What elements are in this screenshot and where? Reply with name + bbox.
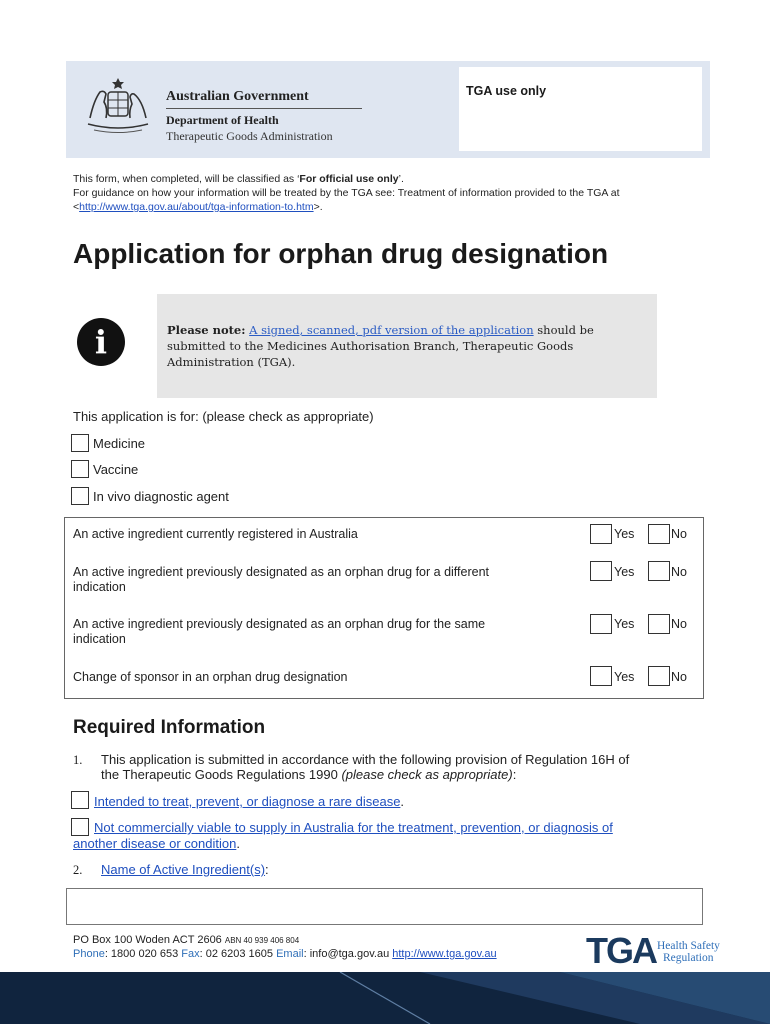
- period: .: [236, 836, 240, 851]
- question-text: Change of sponsor in an orphan drug designation: [73, 670, 348, 684]
- footer-decoration: [0, 972, 770, 1024]
- item-number: 1.: [73, 753, 83, 767]
- item2-label: [101, 862, 269, 877]
- no-label: No: [671, 527, 687, 541]
- abn: ABN 40 939 406 804: [224, 936, 300, 945]
- item1-line1: This application is submitted in accordance with the following provision of Regulation 16H of: [101, 752, 630, 767]
- yes-label: Yes: [614, 617, 635, 631]
- item1-text: [101, 752, 701, 782]
- phone-number: : 1800 020 653: [104, 948, 182, 960]
- notice-text: This form, when completed, will be classified as ‘: [73, 173, 300, 185]
- info-icon: i: [77, 318, 125, 366]
- yes-label: Yes: [614, 565, 635, 579]
- guidance-notice: For guidance on how your information will be treated by the TGA see: Treatment of information provided to the TGA at: [73, 187, 620, 199]
- active-ingredient-link[interactable]: Name of Active Ingredient(s): [101, 862, 266, 877]
- guidance-link-line: [73, 200, 323, 214]
- no-label: No: [671, 617, 687, 631]
- q3-yes-checkbox[interactable]: [590, 614, 612, 634]
- colon: :: [265, 862, 269, 877]
- question-text: indication: [73, 632, 126, 646]
- period: .: [400, 794, 405, 809]
- email-label: Email: [276, 948, 304, 960]
- medicine-checkbox[interactable]: [71, 434, 89, 452]
- colon: :: [512, 767, 517, 782]
- rare-disease-option: [94, 794, 404, 809]
- postal-address: PO Box 100 Woden ACT 2606: [73, 934, 222, 946]
- guidance-link[interactable]: http://www.tga.gov.au/about/tga-information-to.htm: [79, 201, 314, 213]
- tagline-line1: Health Safety: [657, 940, 720, 952]
- q4-no-checkbox[interactable]: [648, 666, 670, 686]
- page-title: Application for orphan drug designation: [73, 238, 609, 269]
- tagline-line2: Regulation: [663, 952, 714, 964]
- question-2: [73, 565, 563, 595]
- info-line1: should be: [533, 323, 594, 337]
- q1-no-checkbox[interactable]: [648, 524, 670, 544]
- question-text: indication: [73, 580, 126, 594]
- question-text: An active ingredient currently registered in Australia: [73, 527, 358, 541]
- question-1: [73, 527, 563, 542]
- item1-instruction: (please check as appropriate): [341, 767, 513, 782]
- phone-label: Phone: [73, 948, 105, 960]
- question-4: [73, 670, 563, 685]
- email-address: : info@tga.gov.au: [303, 948, 393, 960]
- item-number: 2.: [73, 863, 83, 877]
- info-link[interactable]: A signed, scanned, pdf version of the application: [249, 323, 534, 337]
- section-heading: Required Information: [73, 717, 266, 738]
- info-line2: submitted to the Medicines Authorisation Branch, Therapeutic Goods: [167, 339, 574, 353]
- not-viable-link-cont[interactable]: another disease or condition: [73, 836, 237, 851]
- fax-label: Fax: [181, 948, 200, 960]
- q4-yes-checkbox[interactable]: [590, 666, 612, 686]
- fax-number: : 02 6203 1605: [199, 948, 277, 960]
- gov-title: Australian Government: [166, 89, 309, 104]
- tga-use-only-box[interactable]: [459, 67, 702, 151]
- q2-yes-checkbox[interactable]: [590, 561, 612, 581]
- info-bold: Please note:: [167, 323, 246, 337]
- info-line3: Administration (TGA).: [167, 355, 296, 369]
- not-viable-link[interactable]: Not commercially viable to supply in Australia for the treatment, prevention, or diagnosis of: [94, 820, 613, 835]
- footer-contact: [73, 948, 497, 960]
- q1-yes-checkbox[interactable]: [590, 524, 612, 544]
- department-name: Department of Health: [166, 113, 279, 127]
- classification-notice: [73, 172, 404, 186]
- medicine-label: Medicine: [93, 436, 146, 451]
- agency-name: Therapeutic Goods Administration: [166, 129, 333, 143]
- footer-address: [73, 934, 299, 946]
- question-3: [73, 617, 563, 647]
- not-viable-option-line1: [94, 820, 613, 835]
- tga-use-only-label: TGA use only: [466, 84, 547, 98]
- question-text: An active ingredient previously designated as an orphan drug for the same: [73, 617, 486, 631]
- bracket: >.: [313, 201, 323, 213]
- yes-label: Yes: [614, 527, 635, 541]
- website-link[interactable]: http://www.tga.gov.au: [392, 948, 497, 960]
- bracket: <: [73, 201, 80, 213]
- not-viable-checkbox[interactable]: [71, 818, 89, 836]
- item1-line2: the Therapeutic Goods Regulations 1990: [101, 767, 342, 782]
- q3-no-checkbox[interactable]: [648, 614, 670, 634]
- question-text: An active ingredient previously designated as an orphan drug for a different: [73, 565, 490, 579]
- divider: [166, 108, 362, 109]
- in-vivo-diagnostic-label: In vivo diagnostic agent: [93, 489, 229, 504]
- q2-no-checkbox[interactable]: [648, 561, 670, 581]
- no-label: No: [671, 565, 687, 579]
- coat-of-arms-icon: [78, 74, 158, 136]
- tga-logo: TGA: [586, 930, 656, 971]
- yes-label: Yes: [614, 670, 635, 684]
- active-ingredient-input[interactable]: [66, 888, 703, 925]
- vaccine-label: Vaccine: [93, 462, 139, 477]
- rare-disease-checkbox[interactable]: [71, 791, 89, 809]
- tagline: [657, 940, 720, 964]
- notice-text: ’.: [398, 173, 404, 185]
- in-vivo-diagnostic-checkbox[interactable]: [71, 487, 89, 505]
- application-for-prompt: This application is for: (please check as appropriate): [73, 409, 374, 424]
- no-label: No: [671, 670, 687, 684]
- rare-disease-link[interactable]: Intended to treat, prevent, or diagnose a rare disease: [94, 794, 401, 809]
- info-text: [167, 322, 627, 370]
- not-viable-option-line2: [73, 836, 240, 851]
- vaccine-checkbox[interactable]: [71, 460, 89, 478]
- notice-classification: For official use only: [299, 173, 399, 185]
